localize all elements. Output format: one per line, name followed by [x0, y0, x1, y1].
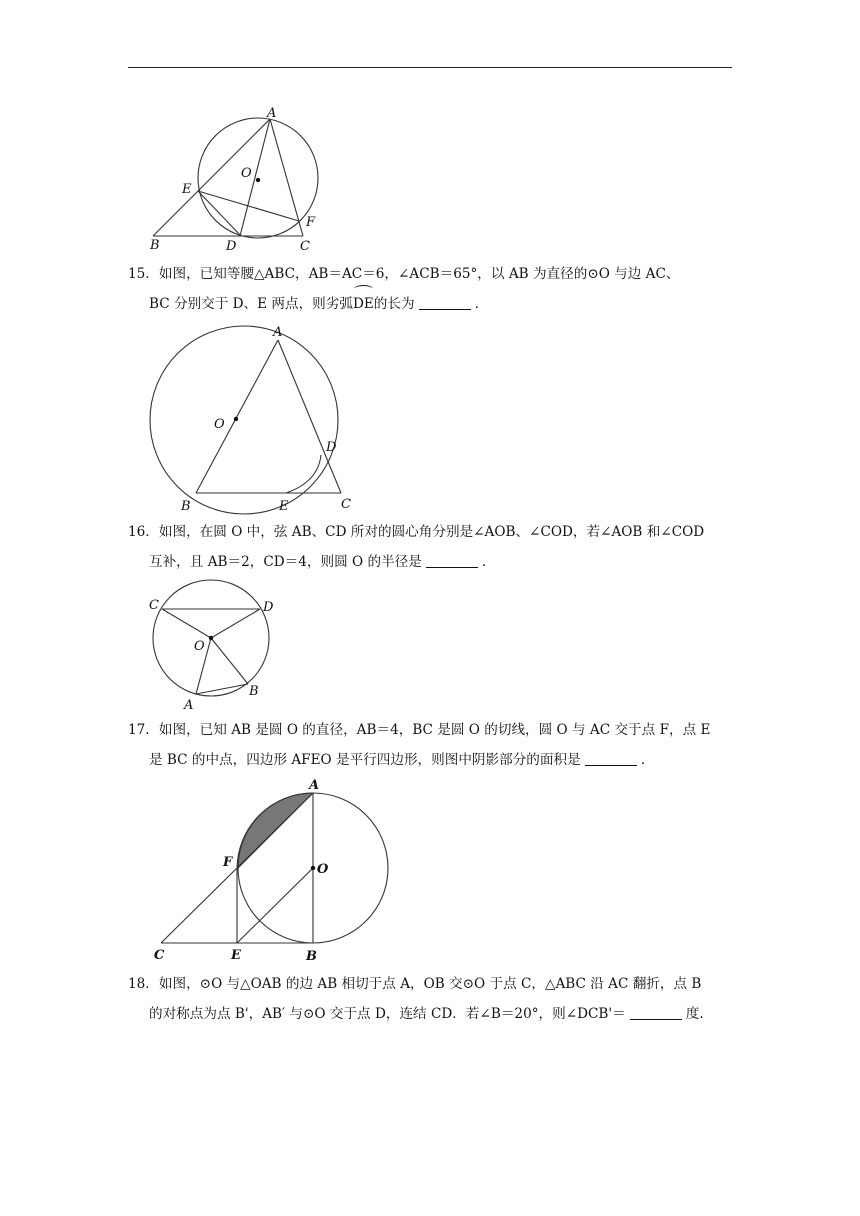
question-number: 15．	[128, 266, 159, 282]
question-15	[128, 259, 738, 319]
question-end: .	[640, 752, 646, 768]
question-text-line2b: 的长为	[373, 296, 415, 312]
label-a: A	[184, 698, 194, 713]
question-18	[128, 969, 738, 1029]
label-b: B	[181, 499, 191, 514]
question-end: 度.	[685, 1006, 704, 1022]
question-text-line2: 互补，且 AB＝2，CD＝4，则圆 O 的半径是	[149, 554, 422, 570]
question-text-line1: 如图，已知 AB 是圆 O 的直径，AB＝4，BC 是圆 O 的切线，圆 O 与 AC 交于点 F，点 E	[158, 722, 711, 738]
question-text-line1: 如图，在圆 O 中，弦 AB、CD 所对的圆心角分别是∠AOB、∠COD，若∠AOB 和∠COD	[158, 524, 705, 540]
label-c: C	[154, 948, 165, 963]
label-e: E	[279, 499, 289, 514]
label-o: O	[241, 166, 252, 181]
label-c: C	[341, 497, 351, 512]
figure-q16	[140, 590, 290, 715]
question-17	[128, 715, 738, 775]
answer-blank[interactable]	[585, 752, 637, 766]
question-16	[128, 517, 738, 577]
label-d: D	[226, 239, 237, 254]
label-d: D	[263, 600, 274, 615]
label-d: D	[326, 440, 337, 455]
label-f: F	[306, 215, 316, 230]
answer-blank[interactable]	[426, 554, 478, 568]
answer-blank[interactable]	[630, 1006, 682, 1020]
question-number: 17．	[128, 722, 159, 738]
question-end: .	[481, 554, 487, 570]
label-a: A	[273, 325, 283, 340]
question-text-line1: 如图，已知等腰△ABC，AB＝AC＝6，∠ACB＝65°，以 AB 为直径的⊙O 与边 AC、	[158, 266, 680, 282]
label-b: B	[306, 949, 317, 964]
circle-o	[150, 326, 338, 514]
label-b: B	[150, 238, 160, 253]
label-a: A	[267, 106, 277, 121]
label-o: O	[214, 417, 225, 432]
label-o: O	[194, 639, 205, 654]
answer-blank[interactable]	[419, 296, 471, 310]
question-text-line1: 如图，⊙O 与△OAB 的边 AB 相切于点 A，OB 交⊙O 于点 C，△ABC 沿 AC 翻折，点 B	[158, 976, 702, 992]
label-c: C	[300, 239, 310, 254]
label-e: E	[231, 948, 241, 963]
label-e: E	[182, 182, 192, 197]
figure-q17	[145, 775, 395, 970]
header-rule	[128, 67, 732, 68]
figure-q14	[140, 100, 340, 260]
question-text-line2: 的对称点为点 B'，AB′ 与⊙O 交于点 D，连结 CD．若∠B＝20°，则∠DCB'＝	[149, 1006, 626, 1022]
question-text-line2: BC 分别交于 D、E 两点，则劣弧	[149, 296, 353, 312]
question-text-line2: 是 BC 的中点，四边形 AFEO 是平行四边形，则图中阴影部分的面积是	[149, 752, 581, 768]
question-number: 18．	[128, 976, 159, 992]
label-b: B	[249, 684, 259, 699]
label-c: C	[149, 598, 159, 613]
label-f: F	[223, 855, 233, 870]
arc-de-label: DE	[353, 289, 374, 319]
figure-q15	[140, 320, 360, 515]
label-o: O	[317, 862, 329, 877]
question-number: 16．	[128, 524, 159, 540]
question-end: .	[474, 296, 479, 312]
label-a: A	[309, 778, 320, 793]
